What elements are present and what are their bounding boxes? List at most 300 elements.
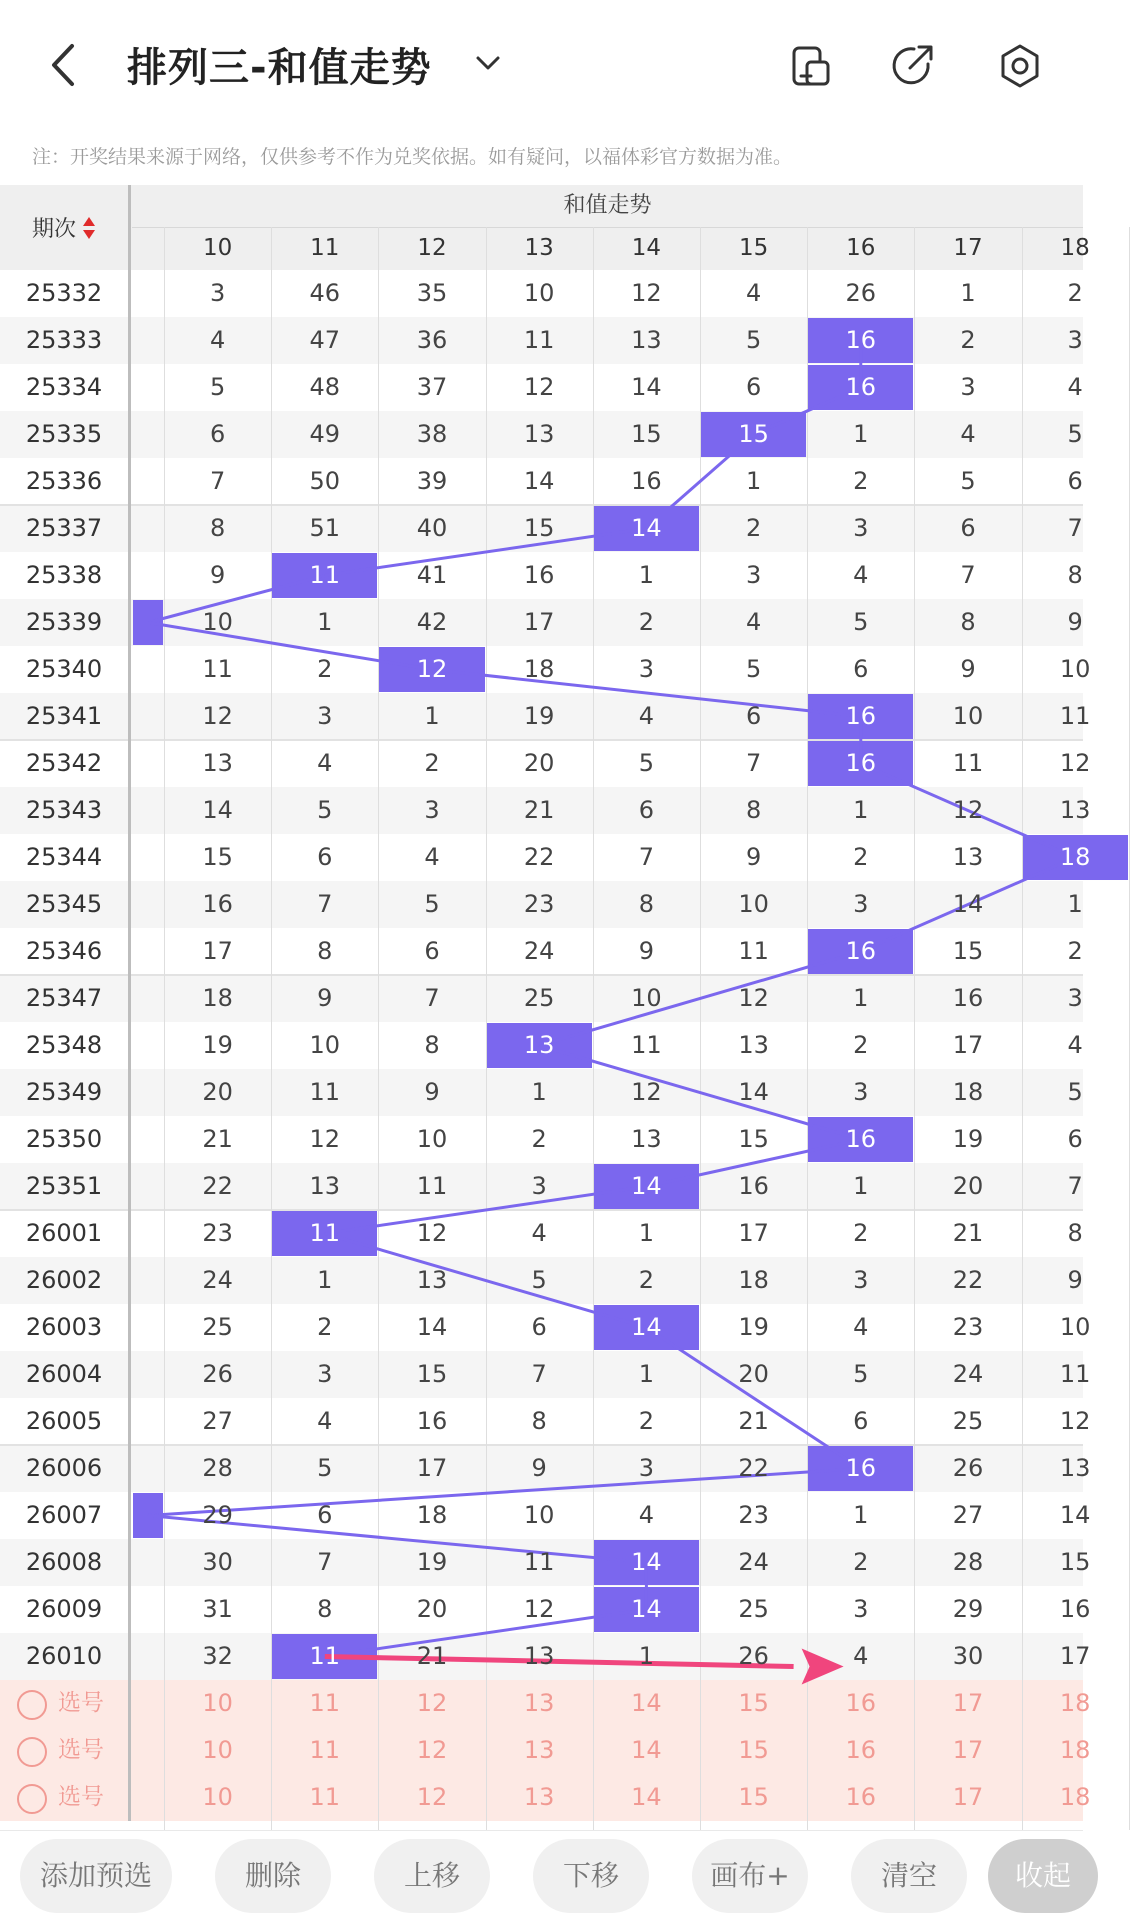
table-cell[interactable]: 15 [952,937,984,965]
table-cell[interactable]: 30 [202,1548,233,1576]
table-cell[interactable]: 8 [424,1031,440,1059]
period-cell[interactable]: 26006 [25,1454,103,1482]
table-cell[interactable]: 5 [209,373,226,401]
table-cell[interactable]: 12 [1059,749,1091,777]
delete-button[interactable]: 删除 [215,1839,331,1913]
table-cell[interactable]: 50 [309,467,341,495]
table-cell[interactable]: 12 [631,279,662,307]
table-cell[interactable]: 2 [853,1031,869,1059]
table-cell[interactable]: 16 [738,1172,769,1200]
table-cell[interactable]: 7 [531,1360,547,1388]
table-cell[interactable]: 12 [952,796,984,824]
table-cell[interactable]: 13 [631,1125,662,1153]
table-cell[interactable]: 2 [853,1548,869,1576]
table-cell[interactable]: 4 [853,1642,869,1670]
table-cell[interactable]: 21 [202,1125,233,1153]
period-cell[interactable]: 25344 [25,843,103,871]
table-cell[interactable]: 35 [416,279,448,307]
table-cell[interactable]: 1 [638,1360,655,1388]
table-cell[interactable]: 1 [853,420,869,448]
table-cell[interactable]: 6 [745,373,762,401]
select-number[interactable]: 11 [309,1783,341,1811]
table-cell[interactable]: 20 [523,749,555,777]
table-cell[interactable]: 12 [416,1219,448,1247]
table-cell[interactable]: 18 [523,655,555,683]
table-cell[interactable]: 24 [523,937,555,965]
table-cell[interactable]: 4 [745,279,762,307]
table-cell[interactable]: 3 [853,1078,869,1106]
table-cell[interactable]: 17 [1059,1642,1091,1670]
select-row-label[interactable]: 选号 [58,1690,104,1716]
table-cell[interactable]: 11 [523,326,555,354]
table-cell[interactable]: 18 [738,1266,769,1294]
table-cell[interactable]: 5 [317,1454,333,1482]
column-header-17[interactable]: 17 [953,235,983,261]
period-cell[interactable]: 25351 [25,1172,103,1200]
table-cell[interactable]: 8 [745,796,762,824]
table-cell[interactable]: 17 [952,1031,984,1059]
table-cell[interactable]: 13 [1059,1454,1091,1482]
table-cell[interactable]: 10 [631,984,662,1012]
table-cell[interactable]: 10 [309,1031,341,1059]
select-number[interactable]: 14 [631,1783,662,1811]
table-cell[interactable]: 21 [523,796,555,824]
table-cell[interactable]: 1 [317,1266,333,1294]
table-cell[interactable]: 5 [317,796,333,824]
table-cell[interactable]: 16 [202,890,233,918]
table-cell[interactable]: 29 [202,1501,233,1529]
table-cell[interactable]: 13 [309,1172,341,1200]
period-cell[interactable]: 26007 [25,1501,103,1529]
table-cell[interactable]: 10 [523,1501,555,1529]
table-cell[interactable]: 7 [424,984,440,1012]
page-title[interactable]: 排列三-和值走势 [127,45,432,91]
select-number[interactable]: 16 [845,1736,877,1764]
table-cell[interactable]: 1 [745,467,762,495]
table-cell[interactable]: 10 [1059,1313,1091,1341]
hit-value[interactable]: 14 [631,514,662,542]
hit-value[interactable]: 15 [738,420,769,448]
table-cell[interactable]: 4 [638,702,655,730]
table-cell[interactable]: 6 [317,843,333,871]
table-cell[interactable]: 3 [317,1360,333,1388]
table-cell[interactable]: 16 [416,1407,448,1435]
period-cell[interactable]: 26002 [25,1266,103,1294]
table-cell[interactable]: 21 [738,1407,769,1435]
table-cell[interactable]: 28 [202,1454,233,1482]
table-cell[interactable]: 16 [631,467,662,495]
table-cell[interactable]: 21 [416,1642,448,1670]
table-cell[interactable]: 14 [631,373,662,401]
period-cell[interactable]: 26009 [25,1595,103,1623]
table-cell[interactable]: 9 [745,843,762,871]
table-cell[interactable]: 48 [309,373,341,401]
select-number[interactable]: 12 [416,1689,448,1717]
select-radio[interactable] [17,1690,47,1720]
select-number[interactable]: 11 [309,1689,341,1717]
canvas-button[interactable]: 画布+ [692,1839,808,1913]
table-cell[interactable]: 10 [202,608,233,636]
table-cell[interactable]: 27 [202,1407,233,1435]
hit-value[interactable]: 16 [845,326,877,354]
period-cell[interactable]: 25345 [25,890,103,918]
table-cell[interactable]: 2 [853,467,869,495]
table-cell[interactable]: 4 [531,1219,547,1247]
table-cell[interactable]: 3 [853,890,869,918]
table-cell[interactable]: 6 [853,1407,869,1435]
table-cell[interactable]: 15 [1059,1548,1091,1576]
column-header-14[interactable]: 14 [631,235,662,261]
hit-value[interactable]: 16 [845,749,877,777]
table-cell[interactable]: 2 [638,1266,655,1294]
table-cell[interactable]: 14 [952,890,984,918]
table-cell[interactable]: 2 [638,608,655,636]
table-cell[interactable]: 3 [853,1266,869,1294]
select-number[interactable]: 17 [952,1689,984,1717]
table-cell[interactable]: 14 [738,1078,769,1106]
table-cell[interactable]: 26 [738,1642,769,1670]
table-cell[interactable]: 20 [738,1360,769,1388]
table-cell[interactable]: 24 [952,1360,984,1388]
table-cell[interactable]: 4 [1067,373,1083,401]
table-cell[interactable]: 1 [424,702,440,730]
select-number[interactable]: 15 [738,1736,769,1764]
select-number[interactable]: 15 [738,1783,769,1811]
table-cell[interactable]: 19 [738,1313,769,1341]
hit-value[interactable]: 16 [845,937,877,965]
table-cell[interactable]: 6 [960,514,976,542]
table-cell[interactable]: 14 [416,1313,448,1341]
table-cell[interactable]: 28 [952,1548,984,1576]
column-header-11[interactable]: 11 [310,235,340,261]
table-cell[interactable]: 20 [416,1595,448,1623]
table-cell[interactable]: 1 [853,796,869,824]
table-cell[interactable]: 2 [1067,937,1083,965]
layout-icon[interactable] [787,42,835,90]
select-row-label[interactable]: 选号 [58,1784,104,1810]
table-cell[interactable]: 19 [416,1548,448,1576]
table-cell[interactable]: 2 [1067,279,1083,307]
table-cell[interactable]: 6 [531,1313,547,1341]
table-cell[interactable]: 11 [523,1548,555,1576]
table-cell[interactable]: 8 [317,937,333,965]
table-cell[interactable]: 5 [424,890,440,918]
period-cell[interactable]: 25336 [25,467,103,495]
hit-value[interactable]: 16 [845,702,877,730]
table-cell[interactable]: 6 [853,655,869,683]
table-cell[interactable]: 16 [523,561,555,589]
select-number[interactable]: 18 [1059,1689,1091,1717]
table-cell[interactable]: 15 [202,843,233,871]
period-cell[interactable]: 25340 [25,655,103,683]
period-cell[interactable]: 25337 [25,514,103,542]
table-cell[interactable]: 5 [745,326,762,354]
table-cell[interactable]: 18 [416,1501,448,1529]
table-cell[interactable]: 32 [202,1642,233,1670]
table-cell[interactable]: 11 [952,749,984,777]
table-cell[interactable]: 8 [1067,1219,1083,1247]
share-icon[interactable] [888,42,936,90]
select-radio[interactable] [17,1784,47,1814]
table-cell[interactable]: 12 [631,1078,662,1106]
table-cell[interactable]: 17 [523,608,555,636]
table-cell[interactable]: 4 [1067,1031,1083,1059]
table-cell[interactable]: 3 [853,514,869,542]
period-cell[interactable]: 25349 [25,1078,103,1106]
table-cell[interactable]: 13 [1059,796,1091,824]
table-cell[interactable]: 2 [960,326,976,354]
table-cell[interactable]: 1 [317,608,333,636]
table-cell[interactable]: 11 [1059,1360,1091,1388]
period-cell[interactable]: 25332 [25,279,103,307]
table-cell[interactable]: 7 [745,749,762,777]
table-cell[interactable]: 19 [523,702,555,730]
hit-value[interactable]: 18 [1059,843,1091,871]
table-cell[interactable]: 2 [853,1219,869,1247]
clear-button[interactable]: 清空 [851,1839,967,1913]
column-header-16[interactable]: 16 [846,235,876,261]
table-cell[interactable]: 23 [523,890,555,918]
table-cell[interactable]: 16 [1059,1595,1091,1623]
table-cell[interactable]: 39 [416,467,448,495]
column-header-18[interactable]: 18 [1060,235,1090,261]
table-cell[interactable]: 5 [638,749,655,777]
table-cell[interactable]: 15 [631,420,662,448]
table-cell[interactable]: 1 [1067,890,1083,918]
table-cell[interactable]: 4 [745,608,762,636]
select-number[interactable]: 16 [845,1783,877,1811]
table-cell[interactable]: 3 [960,373,976,401]
table-cell[interactable]: 2 [531,1125,547,1153]
select-number[interactable]: 10 [202,1689,233,1717]
period-cell[interactable]: 25334 [25,373,103,401]
table-cell[interactable]: 17 [416,1454,448,1482]
table-cell[interactable]: 49 [309,420,341,448]
select-number[interactable]: 12 [416,1736,448,1764]
table-cell[interactable]: 9 [424,1078,440,1106]
table-cell[interactable]: 8 [638,890,655,918]
table-cell[interactable]: 13 [738,1031,769,1059]
table-cell[interactable]: 13 [416,1266,448,1294]
table-cell[interactable]: 1 [853,984,869,1012]
table-cell[interactable]: 26 [845,279,877,307]
period-cell[interactable]: 25342 [25,749,103,777]
hit-value[interactable]: 13 [523,1031,555,1059]
table-cell[interactable]: 51 [309,514,341,542]
table-cell[interactable]: 12 [523,1595,555,1623]
select-number[interactable]: 18 [1059,1783,1091,1811]
table-cell[interactable]: 25 [202,1313,233,1341]
table-cell[interactable]: 40 [416,514,448,542]
table-cell[interactable]: 15 [416,1360,448,1388]
period-cell[interactable]: 26005 [25,1407,103,1435]
table-cell[interactable]: 1 [853,1501,869,1529]
table-cell[interactable]: 26 [952,1454,984,1482]
table-cell[interactable]: 11 [416,1172,448,1200]
table-cell[interactable]: 4 [317,1407,333,1435]
table-cell[interactable]: 5 [853,1360,869,1388]
table-cell[interactable]: 41 [416,561,448,589]
table-cell[interactable]: 10 [523,279,555,307]
table-cell[interactable]: 2 [853,843,869,871]
table-cell[interactable]: 29 [952,1595,984,1623]
hit-value[interactable]: 14 [631,1172,662,1200]
table-cell[interactable]: 3 [209,279,226,307]
table-cell[interactable]: 15 [738,1125,769,1153]
table-cell[interactable]: 3 [638,1454,655,1482]
table-cell[interactable]: 5 [1067,420,1083,448]
table-cell[interactable]: 17 [738,1219,769,1247]
hit-value[interactable]: 16 [845,1454,877,1482]
table-cell[interactable]: 42 [416,608,448,636]
back-icon[interactable] [40,40,90,90]
table-cell[interactable]: 3 [1067,326,1083,354]
table-cell[interactable]: 6 [638,796,655,824]
table-cell[interactable]: 8 [960,608,976,636]
table-cell[interactable]: 9 [209,561,226,589]
table-cell[interactable]: 13 [202,749,233,777]
table-cell[interactable]: 2 [638,1407,655,1435]
table-cell[interactable]: 22 [202,1172,233,1200]
table-cell[interactable]: 11 [202,655,233,683]
table-cell[interactable]: 19 [952,1125,984,1153]
table-cell[interactable]: 3 [1067,984,1083,1012]
table-cell[interactable]: 23 [952,1313,984,1341]
table-cell[interactable]: 20 [952,1172,984,1200]
period-cell[interactable]: 26008 [25,1548,103,1576]
select-number[interactable]: 17 [952,1736,984,1764]
table-cell[interactable]: 37 [416,373,448,401]
table-cell[interactable]: 13 [952,843,984,871]
table-cell[interactable]: 19 [202,1031,233,1059]
table-cell[interactable]: 9 [638,937,655,965]
table-cell[interactable]: 3 [531,1172,547,1200]
table-cell[interactable]: 8 [317,1595,333,1623]
hit-value[interactable]: 11 [309,1219,341,1247]
select-number[interactable]: 13 [523,1689,555,1717]
table-cell[interactable]: 6 [745,702,762,730]
hit-value[interactable]: 14 [631,1595,662,1623]
select-number[interactable]: 11 [309,1736,341,1764]
table-cell[interactable]: 22 [523,843,555,871]
table-cell[interactable]: 20 [202,1078,233,1106]
table-cell[interactable]: 7 [1067,1172,1083,1200]
table-cell[interactable]: 5 [745,655,762,683]
table-cell[interactable]: 2 [317,1313,333,1341]
select-number[interactable]: 12 [416,1783,448,1811]
table-cell[interactable]: 4 [209,326,226,354]
table-cell[interactable]: 10 [1059,655,1091,683]
table-cell[interactable]: 31 [202,1595,233,1623]
move-up-button[interactable]: 上移 [374,1839,490,1913]
table-cell[interactable]: 3 [424,796,440,824]
table-cell[interactable]: 12 [202,702,233,730]
table-cell[interactable]: 3 [317,702,333,730]
table-cell[interactable]: 13 [523,1642,555,1670]
table-cell[interactable]: 1 [638,561,655,589]
table-cell[interactable]: 16 [952,984,984,1012]
table-cell[interactable]: 22 [952,1266,984,1294]
collapse-button[interactable]: 收起 [988,1839,1098,1913]
table-cell[interactable]: 6 [317,1501,333,1529]
select-number[interactable]: 16 [845,1689,877,1717]
table-cell[interactable]: 21 [952,1219,984,1247]
hit-value[interactable]: 14 [631,1548,662,1576]
period-cell[interactable]: 26004 [25,1360,103,1388]
table-cell[interactable]: 27 [952,1501,984,1529]
table-cell[interactable]: 11 [1059,702,1091,730]
column-header-12[interactable]: 12 [417,235,447,261]
table-cell[interactable]: 10 [416,1125,448,1153]
table-cell[interactable]: 7 [317,1548,333,1576]
table-cell[interactable]: 5 [960,467,976,495]
period-cell[interactable]: 25335 [25,420,103,448]
table-cell[interactable]: 6 [424,937,440,965]
table-cell[interactable]: 47 [309,326,341,354]
table-cell[interactable]: 1 [853,1172,869,1200]
table-cell[interactable]: 14 [1059,1501,1091,1529]
table-cell[interactable]: 18 [952,1078,984,1106]
select-number[interactable]: 13 [523,1736,555,1764]
table-cell[interactable]: 3 [638,655,655,683]
table-cell[interactable]: 8 [531,1407,547,1435]
table-cell[interactable]: 46 [309,279,341,307]
select-radio[interactable] [17,1737,47,1767]
table-cell[interactable]: 11 [631,1031,662,1059]
table-cell[interactable]: 18 [202,984,233,1012]
table-cell[interactable]: 10 [738,890,769,918]
table-cell[interactable]: 8 [209,514,226,542]
table-cell[interactable]: 9 [960,655,976,683]
hit-value[interactable]: 11 [309,1642,341,1670]
table-cell[interactable]: 5 [1067,1078,1083,1106]
table-cell[interactable]: 23 [738,1501,769,1529]
period-cell[interactable]: 25348 [25,1031,103,1059]
table-cell[interactable]: 3 [745,561,762,589]
table-cell[interactable]: 6 [209,420,226,448]
table-cell[interactable]: 11 [309,1078,341,1106]
column-header-13[interactable]: 13 [524,235,554,261]
table-cell[interactable]: 25 [738,1595,769,1623]
table-cell[interactable]: 14 [202,796,233,824]
table-cell[interactable]: 7 [638,843,655,871]
table-cell[interactable]: 38 [416,420,448,448]
table-cell[interactable]: 13 [631,326,662,354]
add-preselect-button[interactable]: 添加预选 [20,1839,172,1913]
column-header-15[interactable]: 15 [738,235,769,261]
period-cell[interactable]: 26010 [25,1642,103,1670]
table-cell[interactable]: 6 [1067,467,1083,495]
hit-value[interactable]: 16 [845,373,877,401]
select-number[interactable]: 10 [202,1783,233,1811]
hit-value[interactable]: 12 [416,655,448,683]
period-cell[interactable]: 26001 [25,1219,103,1247]
table-cell[interactable]: 2 [424,749,440,777]
table-cell[interactable]: 9 [1067,608,1083,636]
table-cell[interactable]: 12 [309,1125,341,1153]
table-cell[interactable]: 12 [1059,1407,1091,1435]
table-cell[interactable]: 25 [523,984,555,1012]
select-number[interactable]: 15 [738,1689,769,1717]
table-cell[interactable]: 7 [209,467,226,495]
period-cell[interactable]: 26003 [25,1313,103,1341]
settings-icon[interactable] [996,42,1044,90]
select-number[interactable]: 14 [631,1689,662,1717]
table-cell[interactable]: 7 [317,890,333,918]
period-cell[interactable]: 25338 [25,561,103,589]
table-cell[interactable]: 36 [416,326,448,354]
table-cell[interactable]: 24 [202,1266,233,1294]
